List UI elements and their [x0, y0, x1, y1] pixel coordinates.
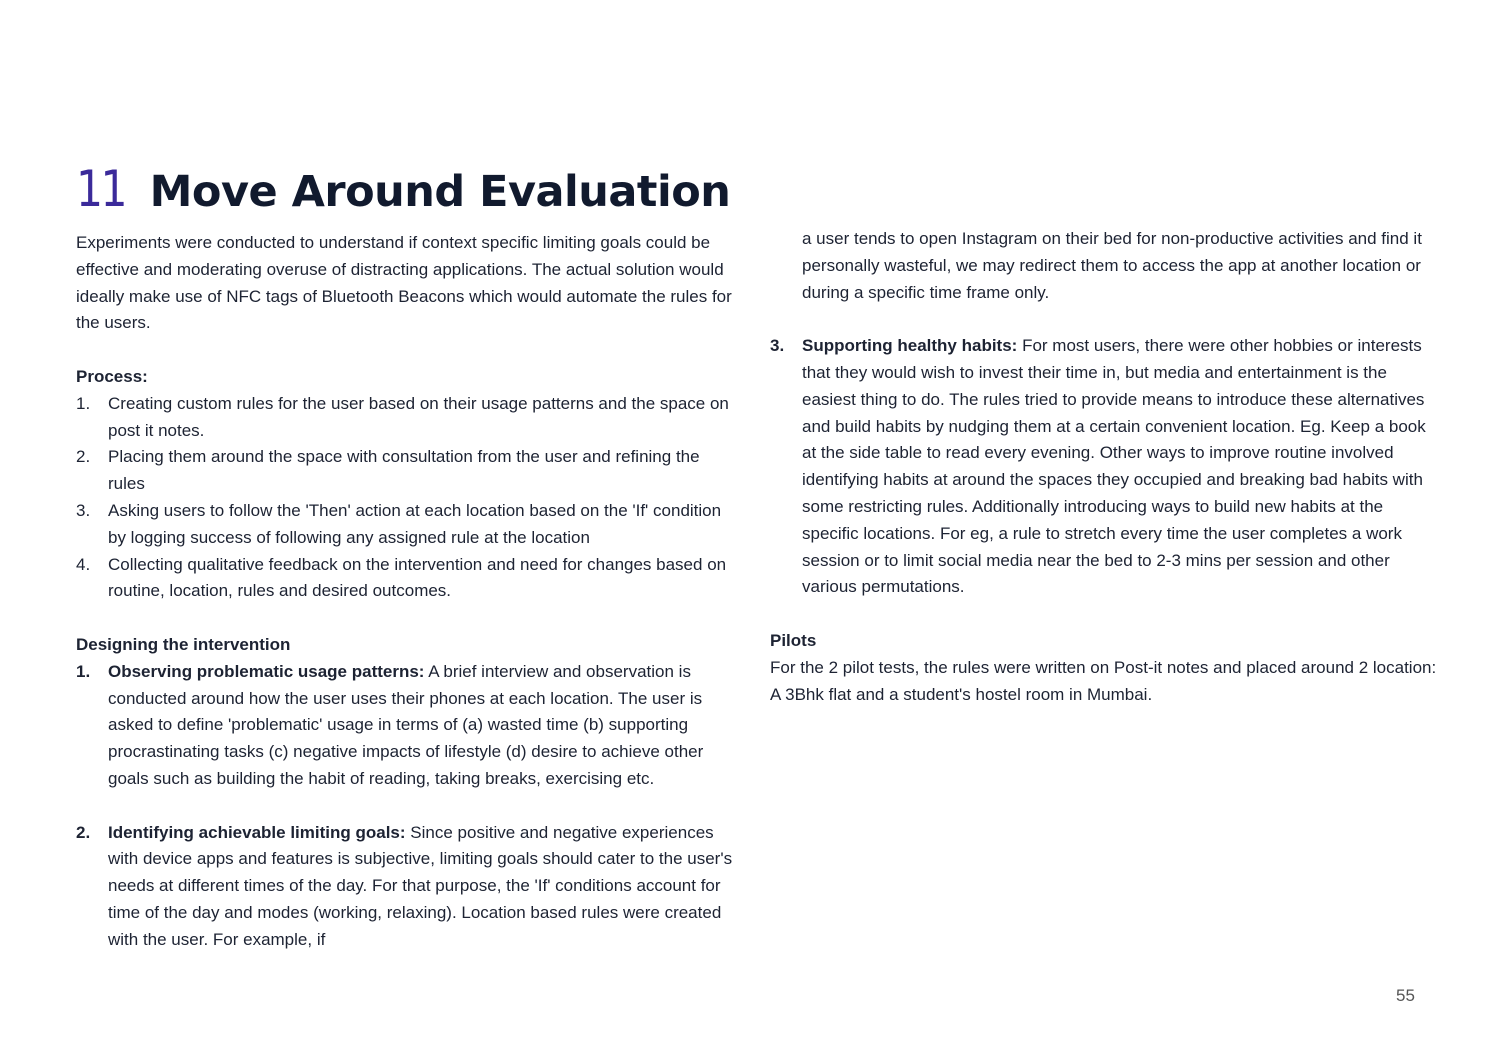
list-number: 2. — [76, 447, 91, 467]
list-number: 4. — [76, 554, 91, 574]
item-continuation: a user tends to open Instagram on their bed for non-productive activities and find it personally wasteful, we may redirect them to access the app at another location or during a specific time frame only. — [802, 229, 1422, 302]
page-title: Move Around Evaluation — [149, 167, 731, 217]
process-item — [76, 552, 736, 606]
designing-item — [770, 333, 1440, 601]
page-number: 55 — [1396, 986, 1415, 1005]
item-text: For most users, there were other hobbies or interests that they would wish to invest their time in, but media and entertainment is the easiest thing to do. The rules tried to provide means to introduce these alternatives and build habits by nudging them at a certain convenient location. Eg. Keep a book at the side table to read every evening. Other ways to improve routine involved identifying habits at around the spaces they occupied and breaking bad habits with some restricting rules. Additionally introducing ways to build new habits at the specific locations. For eg, a rule to stretch every time the user completes a work session or to limit social media near the bed to 2-3 mins per session and other various permutations. — [802, 336, 1426, 597]
item-lead: Observing problematic usage patterns: — [108, 661, 425, 681]
process-list — [76, 391, 736, 605]
item-text: Since positive and negative experiences with device apps and features is subjective, limiting goals should cater to the user's needs at different times of the day. For that purpose, the 'If' conditions account for time of the day and modes (working, relaxing). Location based rules were created with the user. For example, if — [108, 822, 733, 949]
process-item-text: Creating custom rules for the user based on their usage patterns and the space on post it notes. — [108, 393, 729, 440]
process-item — [76, 391, 736, 445]
item-text: A brief interview and observation is conducted around how the user uses their phones at each location. The user is asked to define 'problematic' usage in terms of (a) wasted time (b) supporting procrastinating tasks (c) negative impacts of lifestyle (d) desire to achieve other goals such as building the habit of reading, taking breaks, exercising etc. — [108, 661, 704, 788]
chapter-number: 11 — [76, 160, 125, 218]
list-number: 3. — [76, 500, 91, 520]
process-item — [76, 498, 736, 552]
process-heading: Process: — [76, 366, 148, 386]
item-lead: Identifying achievable limiting goals: — [108, 822, 406, 842]
title-row — [76, 160, 730, 218]
list-number: 1. — [76, 393, 91, 413]
left-column — [76, 230, 736, 954]
process-item — [76, 444, 736, 498]
designing-heading: Designing the intervention — [76, 634, 291, 654]
designing-list-right — [770, 333, 1440, 601]
process-item-text: Placing them around the space with consultation from the user and refining the rules — [108, 447, 700, 494]
item-lead: Supporting healthy habits: — [802, 336, 1018, 356]
intro-paragraph: Experiments were conducted to understand if context specific limiting goals could be effective and moderating overuse of distracting applications. The actual solution would ideally make use of NFC tags of Bluetooth Beacons which would automate the rules for the users. — [76, 233, 732, 333]
pilots-paragraph: For the 2 pilot tests, the rules were written on Post-it notes and placed around 2 location: A 3Bhk flat and a student's hostel room in Mumbai. — [770, 657, 1437, 704]
list-number: 2. — [76, 822, 91, 842]
right-column — [770, 226, 1440, 708]
list-number: 3. — [770, 336, 785, 356]
process-item-text: Collecting qualitative feedback on the intervention and need for changes based on routine, location, rules and desired outcomes. — [108, 554, 727, 601]
designing-item — [76, 659, 736, 793]
list-number: 1. — [76, 661, 91, 681]
designing-item — [76, 820, 736, 954]
designing-list-cont — [76, 820, 736, 954]
designing-list — [76, 659, 736, 793]
process-item-text: Asking users to follow the 'Then' action at each location based on the 'If' condition by logging success of following any assigned rule at the location — [108, 500, 722, 547]
pilots-heading: Pilots — [770, 630, 817, 650]
